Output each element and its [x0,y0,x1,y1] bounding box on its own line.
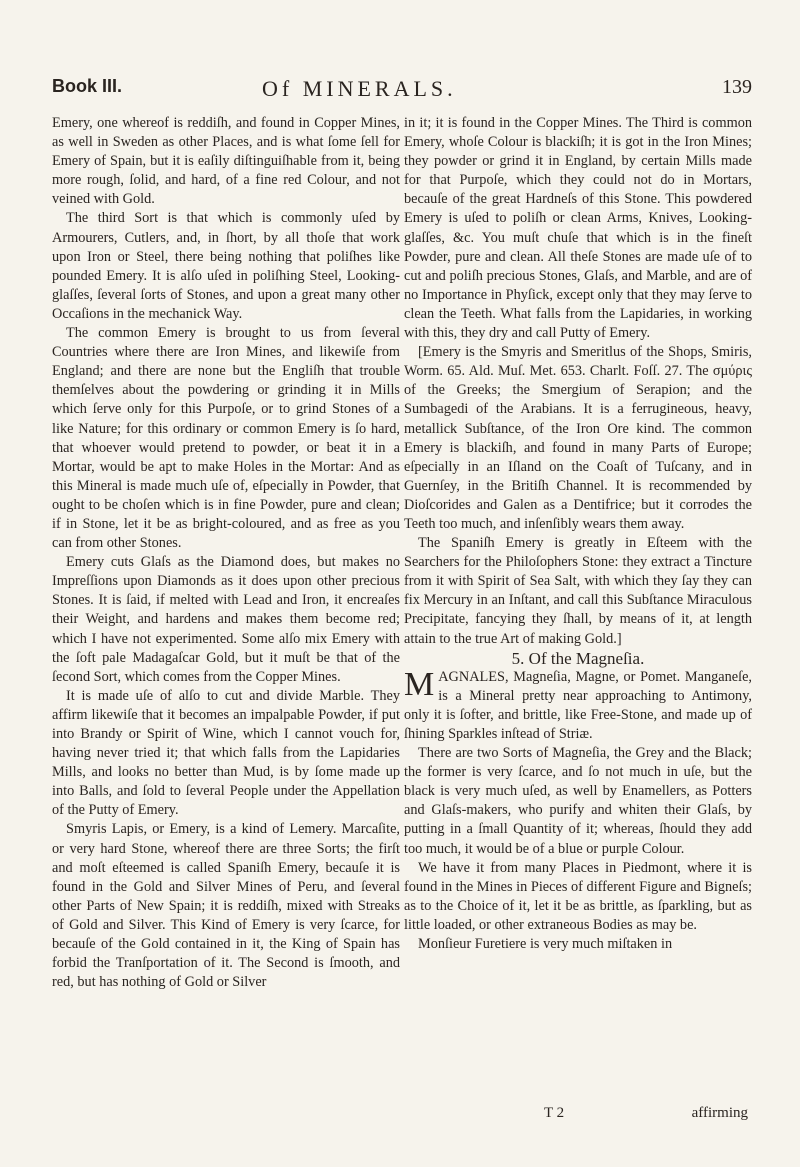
paragraph: Emery, one whereof is reddiſh, and found in Copper Mines, as well in Sweden as other Places, and is what ſome ſell for Emery of Spain, but it is eaſily diſtinguiſhable from it, being more rough, ſolid, and hard, of a fine red Colour, and not veined with Gold. [52,115,400,208]
paragraph-text: AGNALES, Magneſia, Magne, or Pomet. Manganeſe, is a Mineral pretty near approaching to Antimony, only it is ſofter, and brittle, like Free-Stone, and made up of ſhining Sparkles inſtead of Striæ. [404,668,752,742]
running-header [52,76,752,108]
section-heading: 5. Of the Magneſia. [511,648,645,668]
catchword: affirming [691,1105,748,1121]
running-title: Of MINERALS. [262,76,457,101]
paragraph: Emery cuts Glaſs as the Diamond does, but makes no Impreſſions upon Diamonds as it does upon other precious Stones. It is ſaid, if melted with Lead and Iron, it encreaſes their Weight, and hardens and makes them become red; which I have not experimented. Some alſo mix Emery with the ſoft pale Madagaſcar Gold, but it muſt be that of the ſecond Sort, which comes from the Copper Mines. [52,554,400,685]
paragraph: The third Sort is that which is commonly uſed by Armourers, Cutlers, and, in ſhort, by all thoſe that work upon Iron or Steel, there being nothing that poliſhes like pounded Emery. It is alſo uſed in poliſhing Steel, Looking-glaſſes, ſeveral ſorts of Stones, and upon a great many other Occaſions in the mechanick Way. [52,210,400,322]
drop-cap: M [404,665,435,703]
signature-mark: T 2 [544,1105,565,1121]
page-number: 139 [722,76,752,98]
page-footer [404,1105,752,1125]
left-column [52,114,400,992]
paragraph: [Emery is the Smyris and Smeritlus of the Shops, Smiris, Worm. 65. Ald. Muſ. Met. 653. Charlt. Foſſ. 27. The σμύρις of the Greeks; the Smergium of Serapion; and the Sumbagedi of the Arabians. It is a ferrugineous, heavy, metallick Subſtance, of the Iron Ore kind. The common Emery is blackiſh, and found in many Parts of Europe; eſpecially in an Iſland on the Coaſt of Tuſcany, and in Guernſey, in the Britiſh Channel. It is recommended by Dioſcorides and Galen as a Dentifrice; but it corrodes the Teeth too much, and inſenſibly wears them away. [404,344,752,532]
right-column [404,114,752,954]
paragraph: There are two Sorts of Magneſia, the Grey and the Black; the former is very ſcarce, and ſo not much in uſe, but the black is very much uſed, as well by Enamellers, as Potters and Glaſs-makers, who purify and whiten their Glaſs, by putting in a ſmall Quantity of it; whereas, ſhould they add too much, it would be of a blue or purple Colour. [404,745,752,857]
paragraph: It is made uſe of alſo to cut and divide Marble. They affirm likewiſe that it becomes an impalpable Powder, if put into Brandy or Spirit of Wine, which I cannot vouch for, having never tried it; that which falls from the Lapidaries Mills, and looks no better than Mud, is by ſome made up into Balls, and ſold to ſeveral People under the Appellation of the Putty of Emery. [52,687,400,819]
paragraph: in it; it is found in the Copper Mines. The Third is common Emery, whoſe Colour is blackiſh; it is got in the Iron Mines; they powder or grind it in England, by certain Mills made for that Purpoſe, which they could not do in Mortars, becauſe of the great Hardneſs of this Stone. This powdered Emery is uſed to poliſh or clean Arms, Knives, Looking-glaſſes, &c. You muſt chuſe that which is in the fineſt Powder, pure and clean. All theſe Stones are made uſe of to cut and poliſh precious Stones, Glaſs, and Marble, and are of no Importance in Phyſick, except only that they may ſerve to clean the Teeth. What falls from the Lapidaries, in working with this, they dry and call Putty of Emery. [404,115,752,342]
paragraph: Monſieur Furetiere is very much miſtaken in [418,936,673,953]
paragraph [404,665,752,744]
paragraph: The Spaniſh Emery is greatly in Eſteem with the Searchers for the Philoſophers Stone: they extract a Tincture from it with Spirit of Sea Salt, with which they ſay they can fix Mercury in an Inſtant, and call this Subſtance Miraculous Precipitate, fancying they ſhall, by means of it, at length attain to the true Art of making Gold.] [404,535,752,647]
paragraph: We have it from many Places in Piedmont, where it is found in the Mines in Pieces of different Figure and Bigneſs; as to the Choice of it, let it be as brittle, as ſparkling, but as little loaded, or other extraneous Bodies as may be. [404,859,752,933]
book-number: Book III. [52,76,123,96]
paragraph: Smyris Lapis, or Emery, is a kind of Lemery. Marcaſite, or very hard Stone, whereof there are three Sorts; the firſt and moſt eſteemed is called Spaniſh Emery, becauſe it is found in the Gold and Silver Mines of Peru, and ſeveral other Parts of New Spain; it is reddiſh, mixed with Streaks of Gold and Silver. This Kind of Emery is very ſcarce, for becauſe of the Gold contained in it, the King of Spain has forbid the Tranſportation of it. The Second is ſmooth, and red, but has nothing of Gold or Silver [52,821,400,991]
paragraph: The common Emery is brought to us from ſeveral Countries where there are Iron Mines, and likewiſe from England; and there are none but the Engliſh that trouble themſelves about the powdering or grinding it in Mills which ſerve only for this Purpoſe, or to grind Stones of a like Nature; for this ordinary or common Emery is ſo hard, that whoever would pretend to powder, or beat it in a Mortar, would be apt to make Holes in the Mortar: And as this Mineral is made much uſe of, eſpecially in Powder, that ought to be choſen which is in fine Powder, pure and clean; if in Stone, let it be as bright-coloured, and as free as you can from other Stones. [52,325,400,552]
